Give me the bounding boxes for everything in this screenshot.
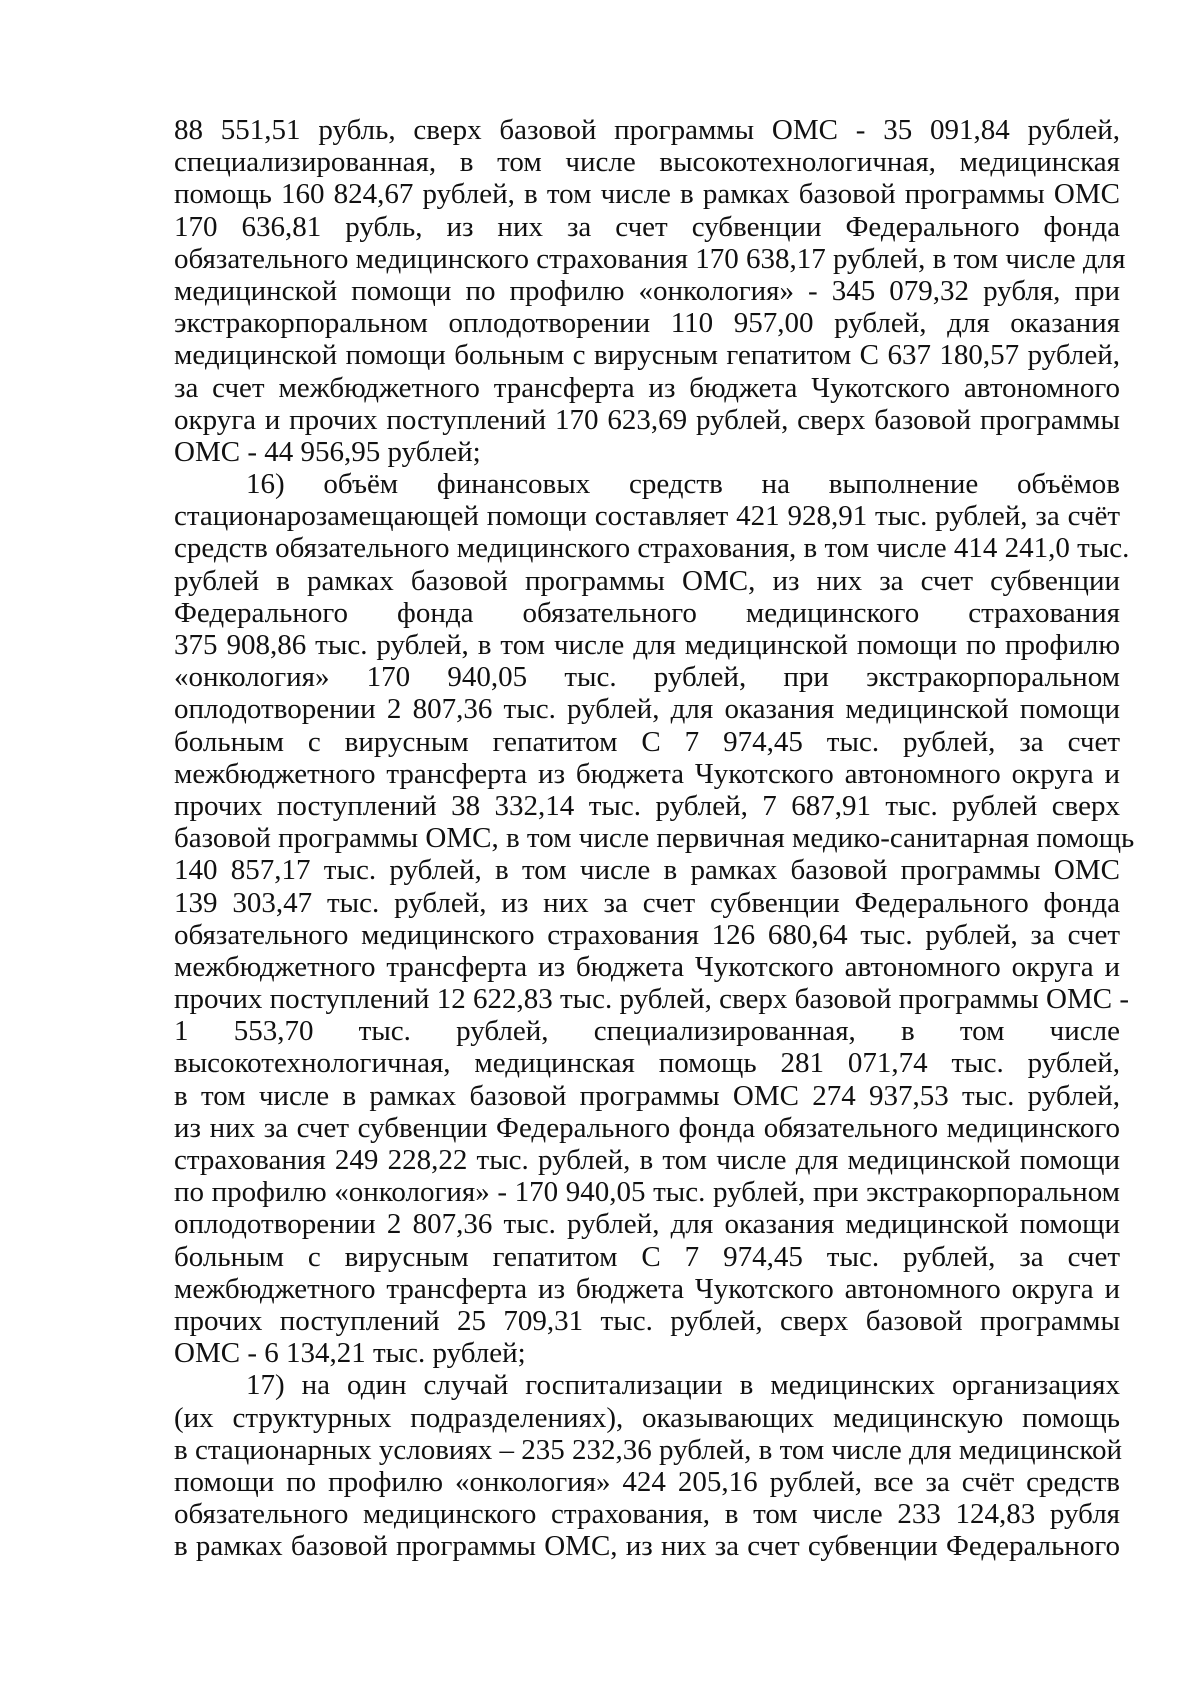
text-line: специализированная, в том числе высокотехнологичная, медицинская xyxy=(174,146,1120,179)
text-line: в стационарных условиях – 235 232,36 рублей, в том числе для медицинской xyxy=(174,1433,1123,1466)
text-line: больным с вирусным гепатитом С 7 974,45 тыс. рублей, за счет xyxy=(174,1240,1120,1273)
text-line: обязательного медицинского страхования 126 680,64 тыс. рублей, за счет xyxy=(174,918,1120,951)
text-line: в том числе в рамках базовой программы ОМС 274 937,53 тыс. рублей, xyxy=(174,1079,1120,1112)
text-line: стационарозамещающей помощи составляет 421 928,91 тыс. рублей, за счёт xyxy=(174,500,1120,533)
text-line: помощь 160 824,67 рублей, в том числе в рамках базовой программы ОМС xyxy=(174,178,1120,211)
text-line: рублей в рамках базовой программы ОМС, из них за счет субвенции xyxy=(174,564,1120,597)
text-line: оплодотворении 2 807,36 тыс. рублей, для оказания медицинской помощи xyxy=(174,693,1120,726)
text-line: 375 908,86 тыс. рублей, в том числе для медицинской помощи по профилю xyxy=(174,629,1120,661)
text-line: базовой программы ОМС, в том числе первичная медико-санитарная помощь xyxy=(174,822,1135,855)
text-line: больным с вирусным гепатитом С 7 974,45 тыс. рублей, за счет xyxy=(174,725,1120,758)
text-line: 170 636,81 рубль, из них за счет субвенции Федерального фонда xyxy=(174,210,1120,243)
text-line: обязательного медицинского страхования, в том числе 233 124,83 рубля xyxy=(174,1498,1120,1531)
text-line: страхования 249 228,22 тыс. рублей, в том числе для медицинской помощи xyxy=(174,1144,1120,1176)
text-line: экстракорпоральном оплодотворении 110 957,00 рублей, для оказания xyxy=(174,307,1120,340)
text-line: ОМС - 44 956,95 рублей; xyxy=(174,435,481,468)
text-line: Федерального фонда обязательного медицинского страхования xyxy=(174,596,1120,629)
text-line: оплодотворении 2 807,36 тыс. рублей, для оказания медицинской помощи xyxy=(174,1208,1120,1241)
text-line: в рамках базовой программы ОМС, из них за счет субвенции Федерального xyxy=(174,1530,1120,1563)
text-line: медицинской помощи по профилю «онкология» - 345 079,32 рубля, при xyxy=(174,274,1120,307)
text-line: межбюджетного трансферта из бюджета Чукотского автономного округа и xyxy=(174,757,1120,790)
text-line: медицинской помощи больным с вирусным гепатитом С 637 180,57 рублей, xyxy=(174,339,1120,372)
text-line: 1 553,70 тыс. рублей, специализированная, в том числе xyxy=(174,1015,1120,1048)
text-line: 16) объём финансовых средств на выполнение объёмов xyxy=(246,468,1120,501)
text-line: средств обязательного медицинского страхования, в том числе 414 241,0 тыс. xyxy=(174,532,1130,565)
text-line: межбюджетного трансферта из бюджета Чукотского автономного округа и xyxy=(174,1272,1120,1305)
text-line: за счет межбюджетного трансферта из бюджета Чукотского автономного xyxy=(174,371,1120,404)
text-line: помощи по профилю «онкология» 424 205,16 рублей, все за счёт средств xyxy=(174,1465,1120,1498)
text-line: 139 303,47 тыс. рублей, из них за счет субвенции Федерального фонда xyxy=(174,886,1120,919)
text-line: «онкология» 170 940,05 тыс. рублей, при экстракорпоральном xyxy=(174,661,1120,694)
text-line: округа и прочих поступлений 170 623,69 рублей, сверх базовой программы xyxy=(174,403,1120,436)
text-line: прочих поступлений 38 332,14 тыс. рублей, 7 687,91 тыс. рублей сверх xyxy=(174,789,1120,822)
text-line: по профилю «онкология» - 170 940,05 тыс. рублей, при экстракорпоральном xyxy=(174,1176,1120,1209)
text-line: 88 551,51 рубль, сверх базовой программы ОМС - 35 091,84 рублей, xyxy=(174,114,1120,146)
document-body-text xyxy=(174,114,1135,1563)
text-line: ОМС - 6 134,21 тыс. рублей; xyxy=(174,1337,526,1370)
text-line: 140 857,17 тыс. рублей, в том числе в рамках базовой программы ОМС xyxy=(174,854,1120,887)
text-line: высокотехнологичная, медицинская помощь 281 071,74 тыс. рублей, xyxy=(174,1047,1120,1080)
text-line: (их структурных подразделениях), оказывающих медицинскую помощь xyxy=(174,1401,1120,1434)
text-line: 17) на один случай госпитализации в медицинских организациях xyxy=(246,1369,1120,1402)
text-line: обязательного медицинского страхования 170 638,17 рублей, в том числе для xyxy=(174,242,1126,275)
text-line: прочих поступлений 12 622,83 тыс. рублей, сверх базовой программы ОМС - xyxy=(174,983,1130,1016)
text-line: межбюджетного трансферта из бюджета Чукотского автономного округа и xyxy=(174,950,1120,983)
text-line: прочих поступлений 25 709,31 тыс. рублей, сверх базовой программы xyxy=(174,1304,1120,1337)
text-line: из них за счет субвенции Федерального фонда обязательного медицинского xyxy=(174,1111,1120,1144)
